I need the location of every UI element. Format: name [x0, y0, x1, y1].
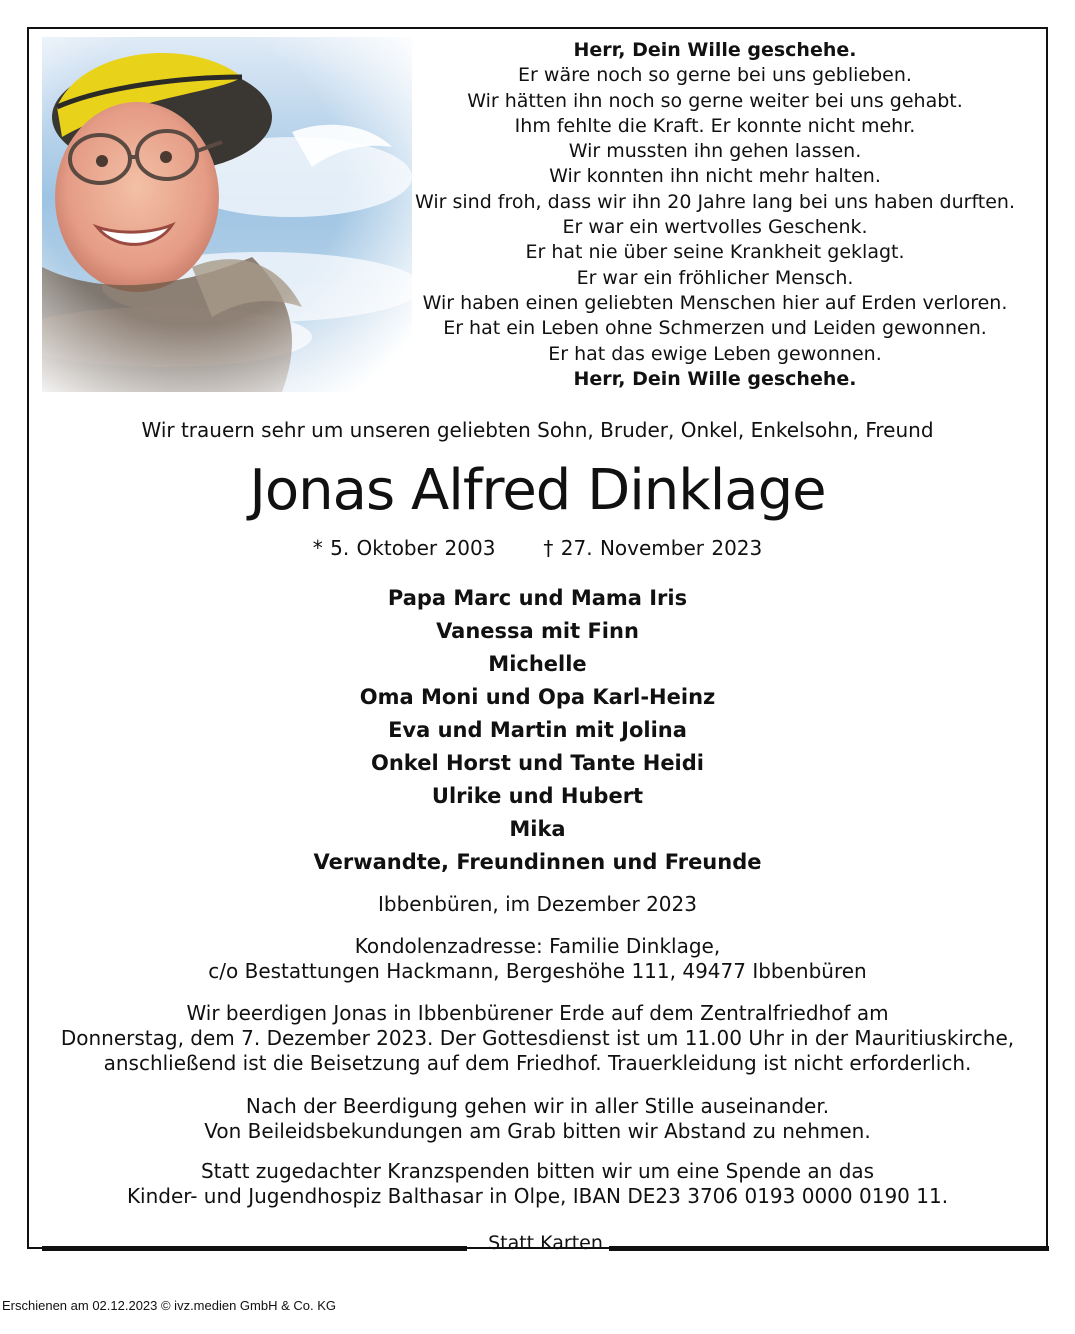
mourner-line: Onkel Horst und Tante Heidi — [371, 751, 704, 775]
mourner-line: Verwandte, Freundinnen und Freunde — [313, 850, 762, 874]
poem-line: Ihm fehlte die Kraft. Er konnte nicht mehr. — [514, 114, 916, 137]
condolence-line: c/o Bestattungen Hackmann, Bergeshöhe 111, 49477 Ibbenbüren — [208, 959, 867, 983]
mourner-line: Mika — [509, 817, 566, 841]
intro-text: Wir trauern sehr um unseren geliebten Sohn, Bruder, Onkel, Enkelsohn, Freund — [141, 418, 934, 442]
condolence-line: Kondolenzadresse: Familie Dinklage, — [354, 934, 721, 958]
poem-line: Er hat ein Leben ohne Schmerzen und Leiden gewonnen. — [443, 317, 987, 340]
funeral-line: anschließend ist die Beisetzung auf dem Friedhof. Trauerkleidung ist nicht erforderlich. — [103, 1051, 972, 1075]
donation-line: Statt zugedachter Kranzspenden bitten wir um eine Spende an das — [200, 1159, 875, 1183]
poem-line: Wir hätten ihn noch so gerne weiter bei uns gehabt. — [467, 89, 963, 112]
birth-date: * 5. Oktober 2003 — [312, 536, 496, 560]
statt-karten-label: Statt Karten — [488, 1232, 603, 1254]
death-date: † 27. November 2023 — [543, 536, 763, 560]
mourner-line: Michelle — [488, 652, 587, 676]
poem-line: Wir haben einen geliebten Menschen hier auf Erden verloren. — [422, 291, 1008, 314]
silence-line: Von Beileidsbekundungen am Grab bitten wir Abstand zu nehmen. — [204, 1119, 871, 1143]
poem-line: Herr, Dein Wille geschehe. — [573, 39, 857, 61]
portrait-photo — [42, 37, 412, 392]
statt-karten-bar — [42, 1232, 1049, 1258]
poem-line: Wir mussten ihn gehen lassen. — [568, 140, 862, 163]
poem-line: Er hat das ewige Leben gewonnen. — [548, 342, 882, 365]
place-date: Ibbenbüren, im Dezember 2023 — [378, 892, 697, 916]
life-dates — [0, 536, 1075, 560]
poem-line: Er war ein wertvolles Geschenk. — [562, 216, 868, 239]
donation-line: Kinder- und Jugendhospiz Balthasar in Olpe, IBAN DE23 3706 0193 0000 0190 11. — [126, 1184, 949, 1208]
condolence-address — [0, 934, 1075, 984]
mourner-line: Oma Moni und Opa Karl-Heinz — [359, 685, 716, 709]
poem-line: Er wäre noch so gerne bei uns geblieben. — [518, 64, 912, 87]
funeral-line: Wir beerdigen Jonas in Ibbenbürener Erde auf dem Zentralfriedhof am — [186, 1001, 889, 1025]
poem-line: Er hat nie über seine Krankheit geklagt. — [525, 241, 905, 264]
mourner-line: Ulrike und Hubert — [431, 784, 644, 808]
poem-line: Herr, Dein Wille geschehe. — [573, 367, 857, 390]
poem-line: Wir konnten ihn nicht mehr halten. — [549, 165, 881, 188]
poem — [380, 38, 1050, 392]
publication-footer: Erschienen am 02.12.2023 © ivz.medien GmbH & Co. KG — [2, 1298, 337, 1313]
donation-note — [0, 1159, 1075, 1209]
deceased-name: Jonas Alfred Dinklage — [249, 458, 826, 523]
mourner-line: Vanessa mit Finn — [436, 619, 639, 643]
silence-note — [0, 1094, 1075, 1144]
funeral-line: Donnerstag, dem 7. Dezember 2023. Der Gottesdienst ist um 11.00 Uhr in der Mauritiuskirche, — [60, 1026, 1015, 1050]
funeral-info — [0, 1001, 1075, 1076]
poem-line: Er war ein fröhlicher Mensch. — [576, 266, 854, 289]
mourner-line: Papa Marc und Mama Iris — [387, 586, 688, 610]
mourner-line: Eva und Martin mit Jolina — [388, 718, 687, 742]
poem-line: Wir sind froh, dass wir ihn 20 Jahre lang bei uns haben durften. — [414, 190, 1016, 213]
silence-line: Nach der Beerdigung gehen wir in aller Stille auseinander. — [245, 1094, 830, 1118]
mourners-list — [0, 582, 1075, 879]
